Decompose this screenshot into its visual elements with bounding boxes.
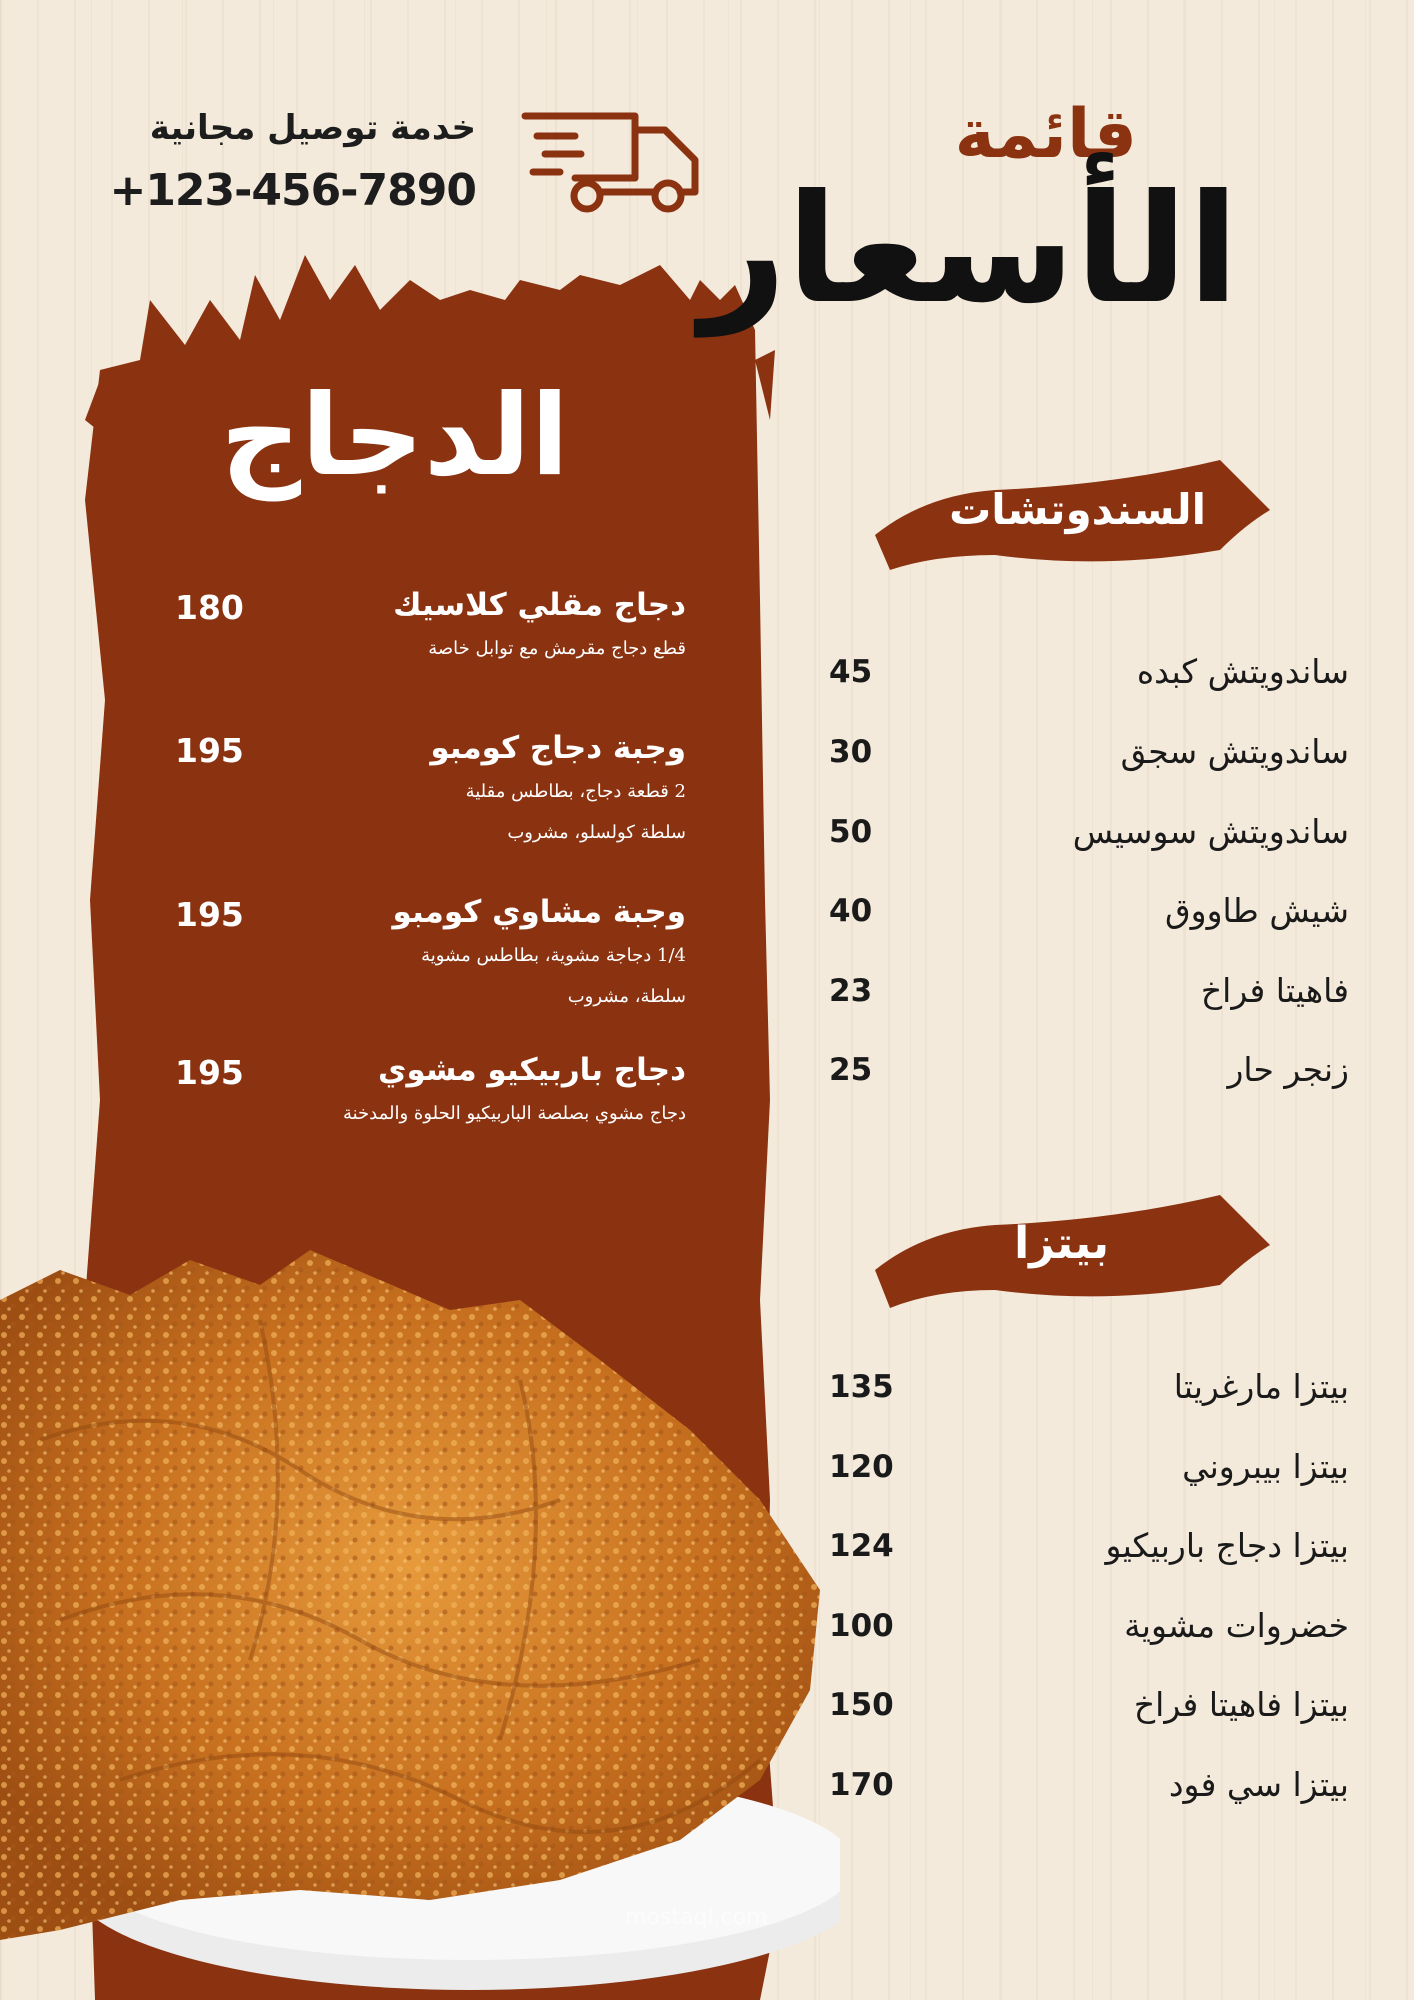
menu-row — [829, 1367, 1349, 1427]
item-price: 100 — [829, 1608, 894, 1644]
chicken-item-desc: 2 قطعة دجاج، بطاطس مقلية — [465, 781, 686, 803]
menu-row — [829, 652, 1349, 712]
delivery-truck-icon — [515, 108, 710, 218]
item-name: بيتزا فاهيتا فراخ — [1133, 1685, 1349, 1724]
delivery-phone: +123-456-7890 — [109, 165, 476, 216]
menu-title-small: قائمة — [954, 95, 1137, 174]
menu-row — [829, 1526, 1349, 1586]
item-name: ساندويتش كبده — [1136, 652, 1349, 691]
item-price: 50 — [829, 814, 873, 850]
menu-row — [829, 812, 1349, 872]
item-price: 25 — [829, 1052, 873, 1088]
item-name: بيتزا بيبروني — [1182, 1447, 1349, 1486]
item-price: 135 — [829, 1369, 894, 1405]
chicken-item-desc: 1/4 دجاجة مشوية، بطاطس مشوية — [421, 945, 686, 967]
chicken-item-name: دجاج باربيكيو مشوي — [378, 1052, 686, 1088]
menu-row — [829, 1050, 1349, 1110]
sandwiches-title: السندوتشات — [949, 485, 1206, 534]
menu-row — [829, 1685, 1349, 1745]
chicken-item-price: 195 — [175, 731, 244, 770]
item-price: 124 — [829, 1528, 894, 1564]
chicken-item-desc: سلطة، مشروب — [567, 986, 686, 1008]
item-price: 23 — [829, 973, 873, 1009]
menu-row — [829, 1606, 1349, 1666]
chicken-item-desc: سلطة كولسلو، مشروب — [507, 822, 686, 844]
item-name: ساندويتش سجق — [1120, 732, 1349, 771]
chicken-item-price: 195 — [175, 1053, 244, 1092]
item-price: 45 — [829, 654, 873, 690]
pizza-title: بيتزا — [1014, 1218, 1109, 1269]
menu-row — [829, 971, 1349, 1031]
chicken-item-desc: قطع دجاج مقرمش مع توابل خاصة — [428, 638, 686, 660]
menu-title-big: الأسعار — [700, 163, 1239, 337]
item-name: بيتزا دجاج باربيكيو — [1105, 1526, 1349, 1565]
delivery-label: خدمة توصيل مجانية — [149, 108, 476, 148]
menu-row — [829, 1447, 1349, 1507]
chicken-item-price: 195 — [175, 895, 244, 934]
menu-row — [829, 1765, 1349, 1825]
item-name: فاهيتا فراخ — [1200, 971, 1349, 1010]
menu-row — [829, 891, 1349, 951]
item-name: شيش طاووق — [1165, 891, 1349, 930]
chicken-item-name: دجاج مقلي كلاسيك — [393, 587, 686, 623]
fried-chicken-image — [0, 1240, 840, 2000]
chicken-item-name: وجبة مشاوي كومبو — [392, 894, 686, 930]
item-price: 170 — [829, 1767, 894, 1803]
item-name: ساندويتش سوسيس — [1072, 812, 1349, 851]
chicken-item-name: وجبة دجاج كومبو — [430, 730, 686, 766]
watermark: mostaql.com — [625, 1905, 768, 1930]
chicken-item-desc: دجاج مشوي بصلصة الباربيكيو الحلوة والمدخنة — [342, 1103, 686, 1125]
menu-row — [829, 732, 1349, 792]
item-name: خضروات مشوية — [1124, 1606, 1349, 1645]
chicken-title: الدجاج — [220, 371, 569, 501]
item-name: بيتزا سي فود — [1168, 1765, 1349, 1804]
chicken-item-price: 180 — [175, 588, 244, 627]
item-price: 150 — [829, 1687, 894, 1723]
item-price: 40 — [829, 893, 873, 929]
item-price: 30 — [829, 734, 873, 770]
item-name: بيتزا مارغريتا — [1173, 1367, 1349, 1406]
item-price: 120 — [829, 1449, 894, 1485]
item-name: زنجر حار — [1227, 1050, 1349, 1089]
